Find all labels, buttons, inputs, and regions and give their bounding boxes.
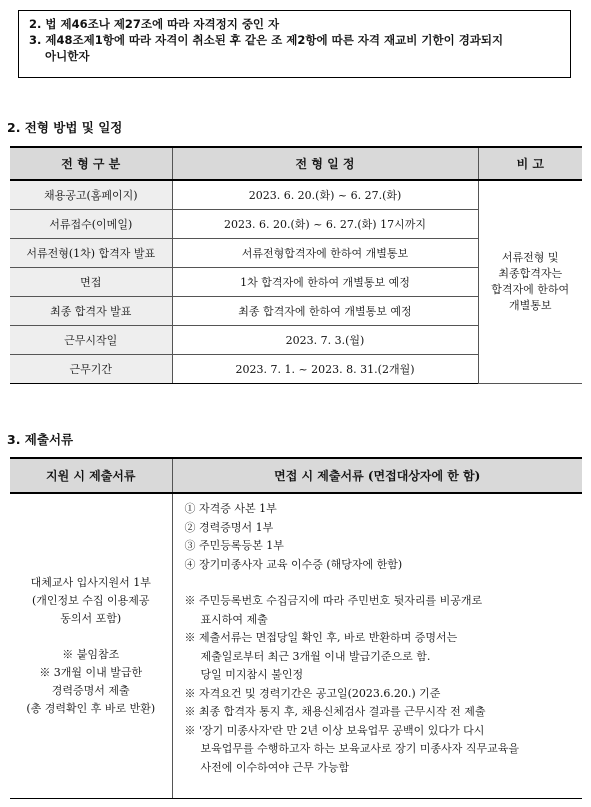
- box-line-2-cont: 아니한자: [45, 49, 90, 63]
- note-item: ※ 제출서류는 면접당일 확인 후, 바로 반환하며 증명서는: [184, 631, 458, 644]
- spacer: [10, 628, 172, 646]
- row-category: 서류전형(1차) 합격자 발표: [10, 238, 172, 267]
- header-apply-docs: 지원 시 제출서류: [10, 458, 172, 493]
- box-line-1: 2. 법 제46조나 제27조에 따라 자격정지 중인 자: [29, 17, 280, 31]
- section2-title: 2. 전형 방법 및 일정: [7, 120, 123, 135]
- header-schedule: 전 형 일 정: [172, 147, 478, 180]
- header-interview-docs: 면접 시 제출서류 (면접대상자에 한 함): [172, 458, 582, 493]
- note-item-cont: 제출일로부터 최근 3개월 이내 발급기준으로 함.: [200, 649, 431, 663]
- note-item: ※ 주민등록번호 수집금지에 따라 주민번호 뒷자리를 비공개로: [184, 594, 483, 607]
- apply-doc-line: 경력증명서 제출: [51, 683, 130, 697]
- interview-docs-cell: [172, 493, 582, 798]
- row-schedule: 2023. 6. 20.(화) ~ 6. 27.(화) 17시까지: [172, 209, 478, 238]
- note-item: ※ '장기 미종사자'란 만 2년 이상 보육업무 공백이 있다가 다시: [184, 723, 485, 737]
- apply-doc-line: ※ 붙임참조: [62, 647, 120, 661]
- documents-table: [10, 457, 582, 799]
- interview-doc-item: ② 경력증명서 1부: [184, 520, 274, 534]
- note-item: ※ 자격요건 및 경력기간은 공고일(2023.6.20.) 기준: [184, 686, 441, 700]
- row-category: 최종 합격자 발표: [10, 296, 172, 325]
- row-schedule: 2023. 7. 3.(월): [172, 325, 478, 354]
- row-schedule: 2023. 7. 1. ~ 2023. 8. 31.(2개월): [172, 354, 478, 383]
- box-line-2: 3. 제48조제1항에 따라 자격이 취소된 후 같은 조 제2항에 따른 자격 재교비 기한이 경과되지: [29, 33, 504, 47]
- row-schedule: 서류전형합격자에 한하여 개별통보: [172, 238, 478, 267]
- row-category: 면접: [10, 267, 172, 296]
- note-item-cont: 사전에 이수하여야 근무 가능함: [200, 760, 350, 774]
- apply-doc-line: 대체교사 입사지원서 1부: [30, 575, 151, 589]
- header-category: 전 형 구 분: [10, 147, 172, 180]
- apply-docs-cell: [10, 493, 172, 798]
- row-category: 채용공고(홈페이지): [10, 180, 172, 209]
- note-item-cont: 표시하여 제출: [200, 612, 268, 626]
- row-category: 근무기간: [10, 354, 172, 383]
- interview-doc-item: ④ 장기미종사자 교육 이수증 (해당자에 한함): [184, 557, 403, 571]
- row-schedule: 최종 합격자에 한하여 개별통보 예정: [172, 296, 478, 325]
- spacer: [185, 574, 579, 592]
- note-item-cont: 보육업무를 수행하고자 하는 보육교사로 장기 미종사자 직무교육을: [200, 742, 520, 755]
- interview-doc-item: ③ 주민등록등본 1부: [184, 539, 284, 552]
- row-schedule: 1차 합격자에 한하여 개별통보 예정: [172, 267, 478, 296]
- apply-doc-line: ※ 3개월 이내 발급한: [39, 665, 143, 679]
- note-line: 서류전형 및: [501, 250, 559, 264]
- apply-doc-line: 동의서 포함): [60, 611, 122, 625]
- row-category: 서류접수(이메일): [10, 209, 172, 238]
- schedule-table: [10, 146, 582, 384]
- header-note: 비 고: [478, 147, 582, 180]
- note-line: 최종합격자는: [498, 266, 563, 280]
- note-item: ※ 최종 합격자 통지 후, 채용신체검사 결과를 근무시작 전 제출: [184, 705, 486, 718]
- section3-title: 3. 제출서류: [7, 432, 74, 447]
- note-line: 합격자에 한하여: [491, 282, 570, 296]
- note-line: 개별통보: [508, 298, 552, 312]
- row-schedule: 2023. 6. 20.(화) ~ 6. 27.(화): [172, 180, 478, 209]
- apply-doc-line: (개인정보 수집 이용제공: [31, 593, 150, 607]
- table-row: [10, 180, 582, 209]
- disqualification-box: [18, 10, 571, 78]
- note-item-cont: 당일 미지참시 불인정: [200, 668, 304, 681]
- row-category: 근무시작일: [10, 325, 172, 354]
- note-cell: [478, 180, 582, 383]
- interview-doc-item: ① 자격증 사본 1부: [184, 502, 277, 515]
- apply-doc-line: (총 경력확인 후 바로 반환): [26, 701, 156, 715]
